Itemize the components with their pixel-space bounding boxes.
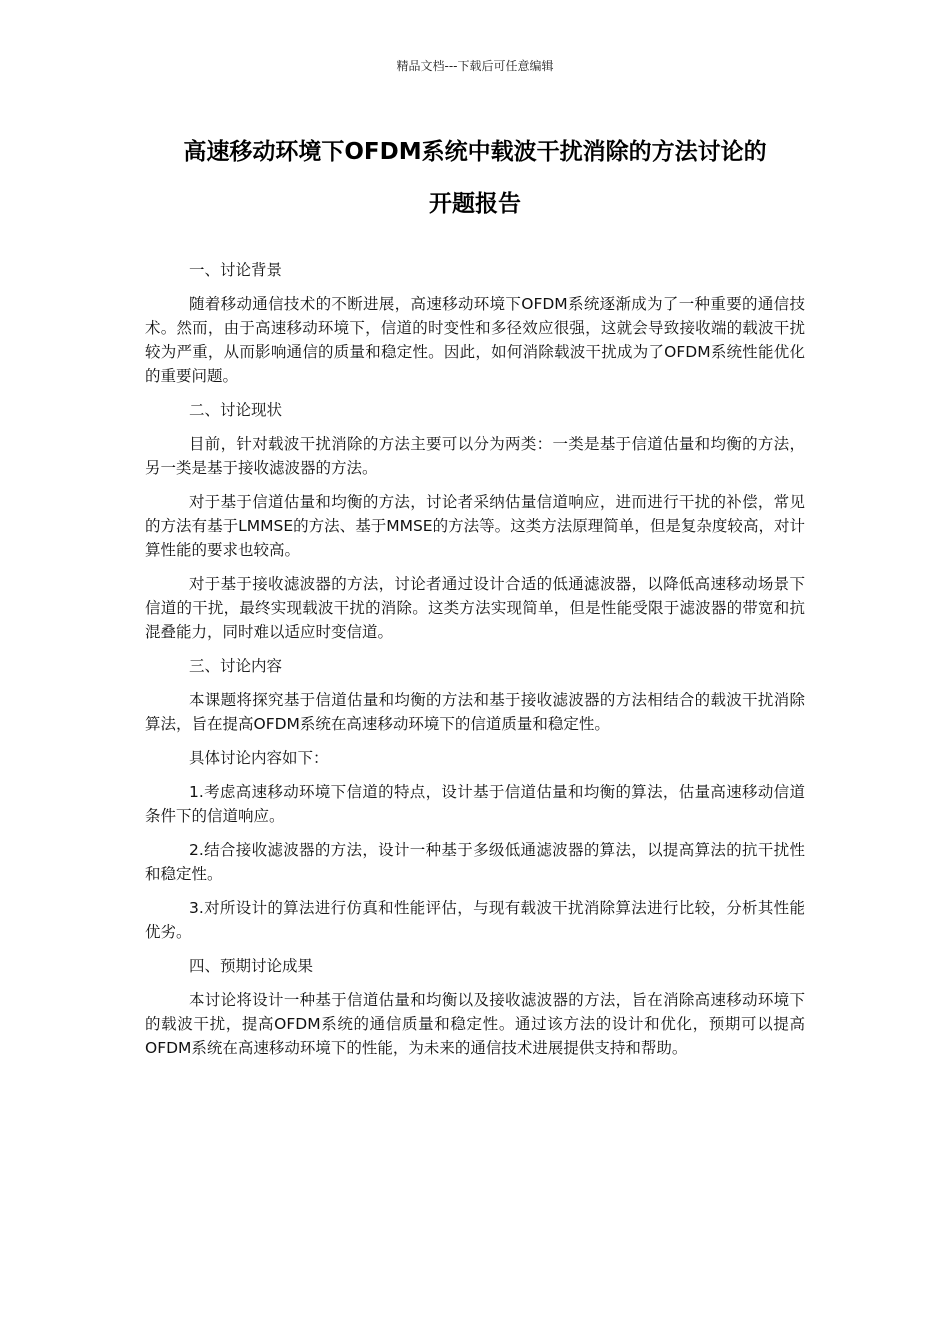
- section-heading-content: 三、讨论内容: [189, 657, 283, 675]
- paragraph: 本讨论将设计一种基于信道估量和均衡以及接收滤波器的方法，旨在消除高速移动环境下的载波干扰，提高OFDM系统的通信质量和稳定性。通过该方法的设计和优化，预期可以提高OFDM系统在高速移动环境下的性能，为未来的通信技术进展提供支持和帮助。: [145, 991, 805, 1057]
- paragraph: 目前，针对载波干扰消除的方法主要可以分为两类：一类是基于信道估量和均衡的方法，另一类是基于接收滤波器的方法。: [145, 435, 805, 477]
- paragraph: 对于基于信道估量和均衡的方法，讨论者采纳估量信道响应，进而进行干扰的补偿，常见的方法有基于LMMSE的方法、基于MMSE的方法等。这类方法原理简单，但是复杂度较高，对计算性能的要求也较高。: [145, 493, 805, 559]
- page-header: 精品文档---下载后可任意编辑: [396, 59, 554, 73]
- paragraph: 具体讨论内容如下：: [189, 749, 329, 767]
- document-body: [145, 258, 805, 1070]
- list-item: 3.对所设计的算法进行仿真和性能评估，与现有载波干扰消除算法进行比较，分析其性能优劣。: [145, 899, 805, 941]
- title-line-1: 高速移动环境下OFDM系统中载波干扰消除的方法讨论的: [183, 139, 767, 165]
- section-heading-expected-results: 四、预期讨论成果: [189, 957, 314, 975]
- paragraph: 对于基于接收滤波器的方法，讨论者通过设计合适的低通滤波器，以降低高速移动场景下信道的干扰，最终实现载波干扰的消除。这类方法实现简单，但是性能受限于滤波器的带宽和抗混叠能力，同时难以适应时变信道。: [145, 575, 805, 641]
- document-title: [120, 126, 830, 230]
- paragraph: 随着移动通信技术的不断进展，高速移动环境下OFDM系统逐渐成为了一种重要的通信技术。然而，由于高速移动环境下，信道的时变性和多径效应很强，这就会导致接收端的载波干扰较为严重，从而影响通信的质量和稳定性。因此，如何消除载波干扰成为了OFDM系统性能优化的重要问题。: [145, 295, 805, 385]
- paragraph: 本课题将探究基于信道估量和均衡的方法和基于接收滤波器的方法相结合的载波干扰消除算法，旨在提高OFDM系统在高速移动环境下的信道质量和稳定性。: [145, 691, 805, 733]
- section-heading-background: 一、讨论背景: [189, 261, 283, 279]
- title-line-2: 开题报告: [429, 191, 521, 217]
- section-heading-status: 二、讨论现状: [189, 401, 283, 419]
- list-item: 2.结合接收滤波器的方法，设计一种基于多级低通滤波器的算法，以提高算法的抗干扰性和稳定性。: [145, 841, 805, 883]
- list-item: 1.考虑高速移动环境下信道的特点，设计基于信道估量和均衡的算法，估量高速移动信道条件下的信道响应。: [145, 783, 805, 825]
